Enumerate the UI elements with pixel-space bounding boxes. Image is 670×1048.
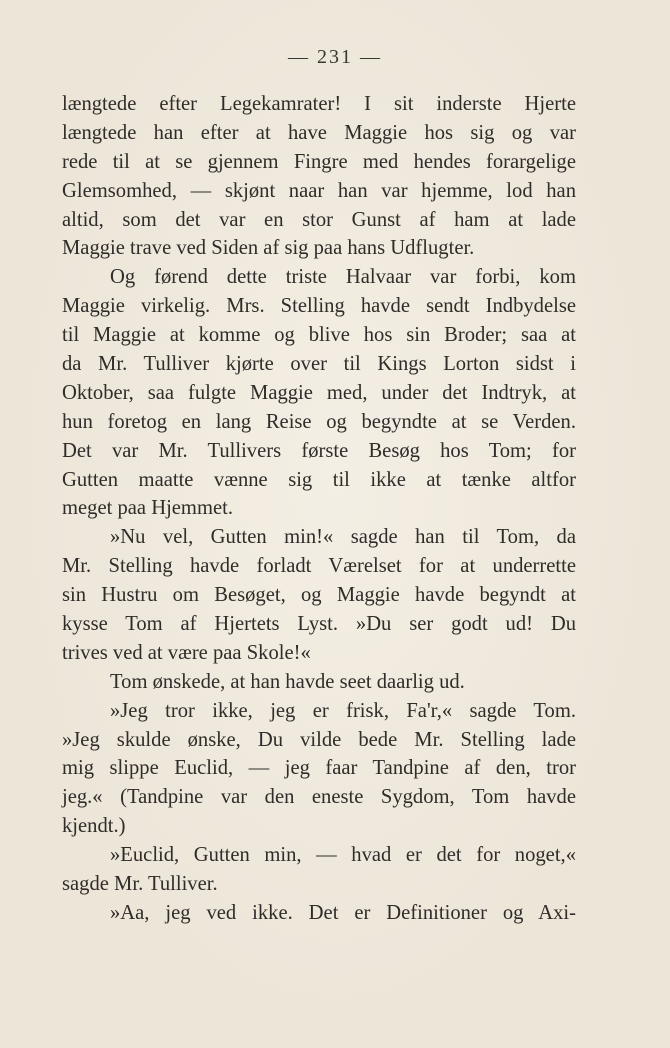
text-line: mig slippe Euclid, — jeg faar Tandpine af den, tror <box>62 757 576 780</box>
text-line: Maggie trave ved Siden af sig paa hans Udflugter. <box>62 237 475 260</box>
text-line: »Euclid, Gutten min, — hvad er det for noget,« <box>110 844 576 867</box>
text-line: Og førend dette triste Halvaar var forbi, kom <box>110 266 576 289</box>
text-line: længtede han efter at have Maggie hos sig og var <box>62 121 576 144</box>
text-line: »Jeg skulde ønske, Du vilde bede Mr. Stelling lade <box>62 728 576 751</box>
text-line: sagde Mr. Tulliver. <box>62 873 218 896</box>
text-line: hun foretog en lang Reise og begyndte at se Verden. <box>62 410 576 433</box>
text-line: Maggie virkelig. Mrs. Stelling havde sendt Indbydelse <box>62 295 576 318</box>
text-line: »Nu vel, Gutten min!« sagde han til Tom, da <box>110 526 576 549</box>
text-line: Oktober, saa fulgte Maggie med, under det Indtryk, at <box>62 381 576 404</box>
text-line: kjendt.) <box>62 815 126 838</box>
text-line: kysse Tom af Hjertets Lyst. »Du ser godt ud! Du <box>62 613 576 636</box>
text-line: da Mr. Tulliver kjørte over til Kings Lorton sidst i <box>62 353 576 376</box>
text-line: Gutten maatte vænne sig til ikke at tænke altfor <box>62 468 576 491</box>
text-line: »Jeg tror ikke, jeg er frisk, Fa'r,« sagde Tom. <box>110 699 576 722</box>
text-line: Det var Mr. Tullivers første Besøg hos Tom; for <box>62 439 576 462</box>
text-line: trives ved at være paa Skole!« <box>62 641 311 664</box>
text-line: rede til at se gjennem Fingre med hendes forargelige <box>62 150 576 173</box>
body-text <box>62 90 576 928</box>
text-line: meget paa Hjemmet. <box>62 497 233 520</box>
text-line: altid, som det var en stor Gunst af ham at lade <box>62 208 576 231</box>
text-line: Mr. Stelling havde forladt Værelset for at underrette <box>62 555 576 578</box>
text-line: til Maggie at komme og blive hos sin Broder; saa at <box>62 324 576 347</box>
text-line: jeg.« (Tandpine var den eneste Sygdom, Tom havde <box>62 786 576 809</box>
text-line: Tom ønskede, at han havde seet daarlig ud. <box>110 670 465 693</box>
text-line: Glemsomhed, — skjønt naar han var hjemme, lod han <box>62 179 576 202</box>
text-line: sin Hustru om Besøget, og Maggie havde begyndt at <box>62 584 576 607</box>
page-number: — 231 — <box>288 46 382 68</box>
text-line: »Aa, jeg ved ikke. Det er Definitioner og Axi- <box>110 901 576 924</box>
text-line: længtede efter Legekamrater! I sit inderste Hjerte <box>62 93 576 115</box>
